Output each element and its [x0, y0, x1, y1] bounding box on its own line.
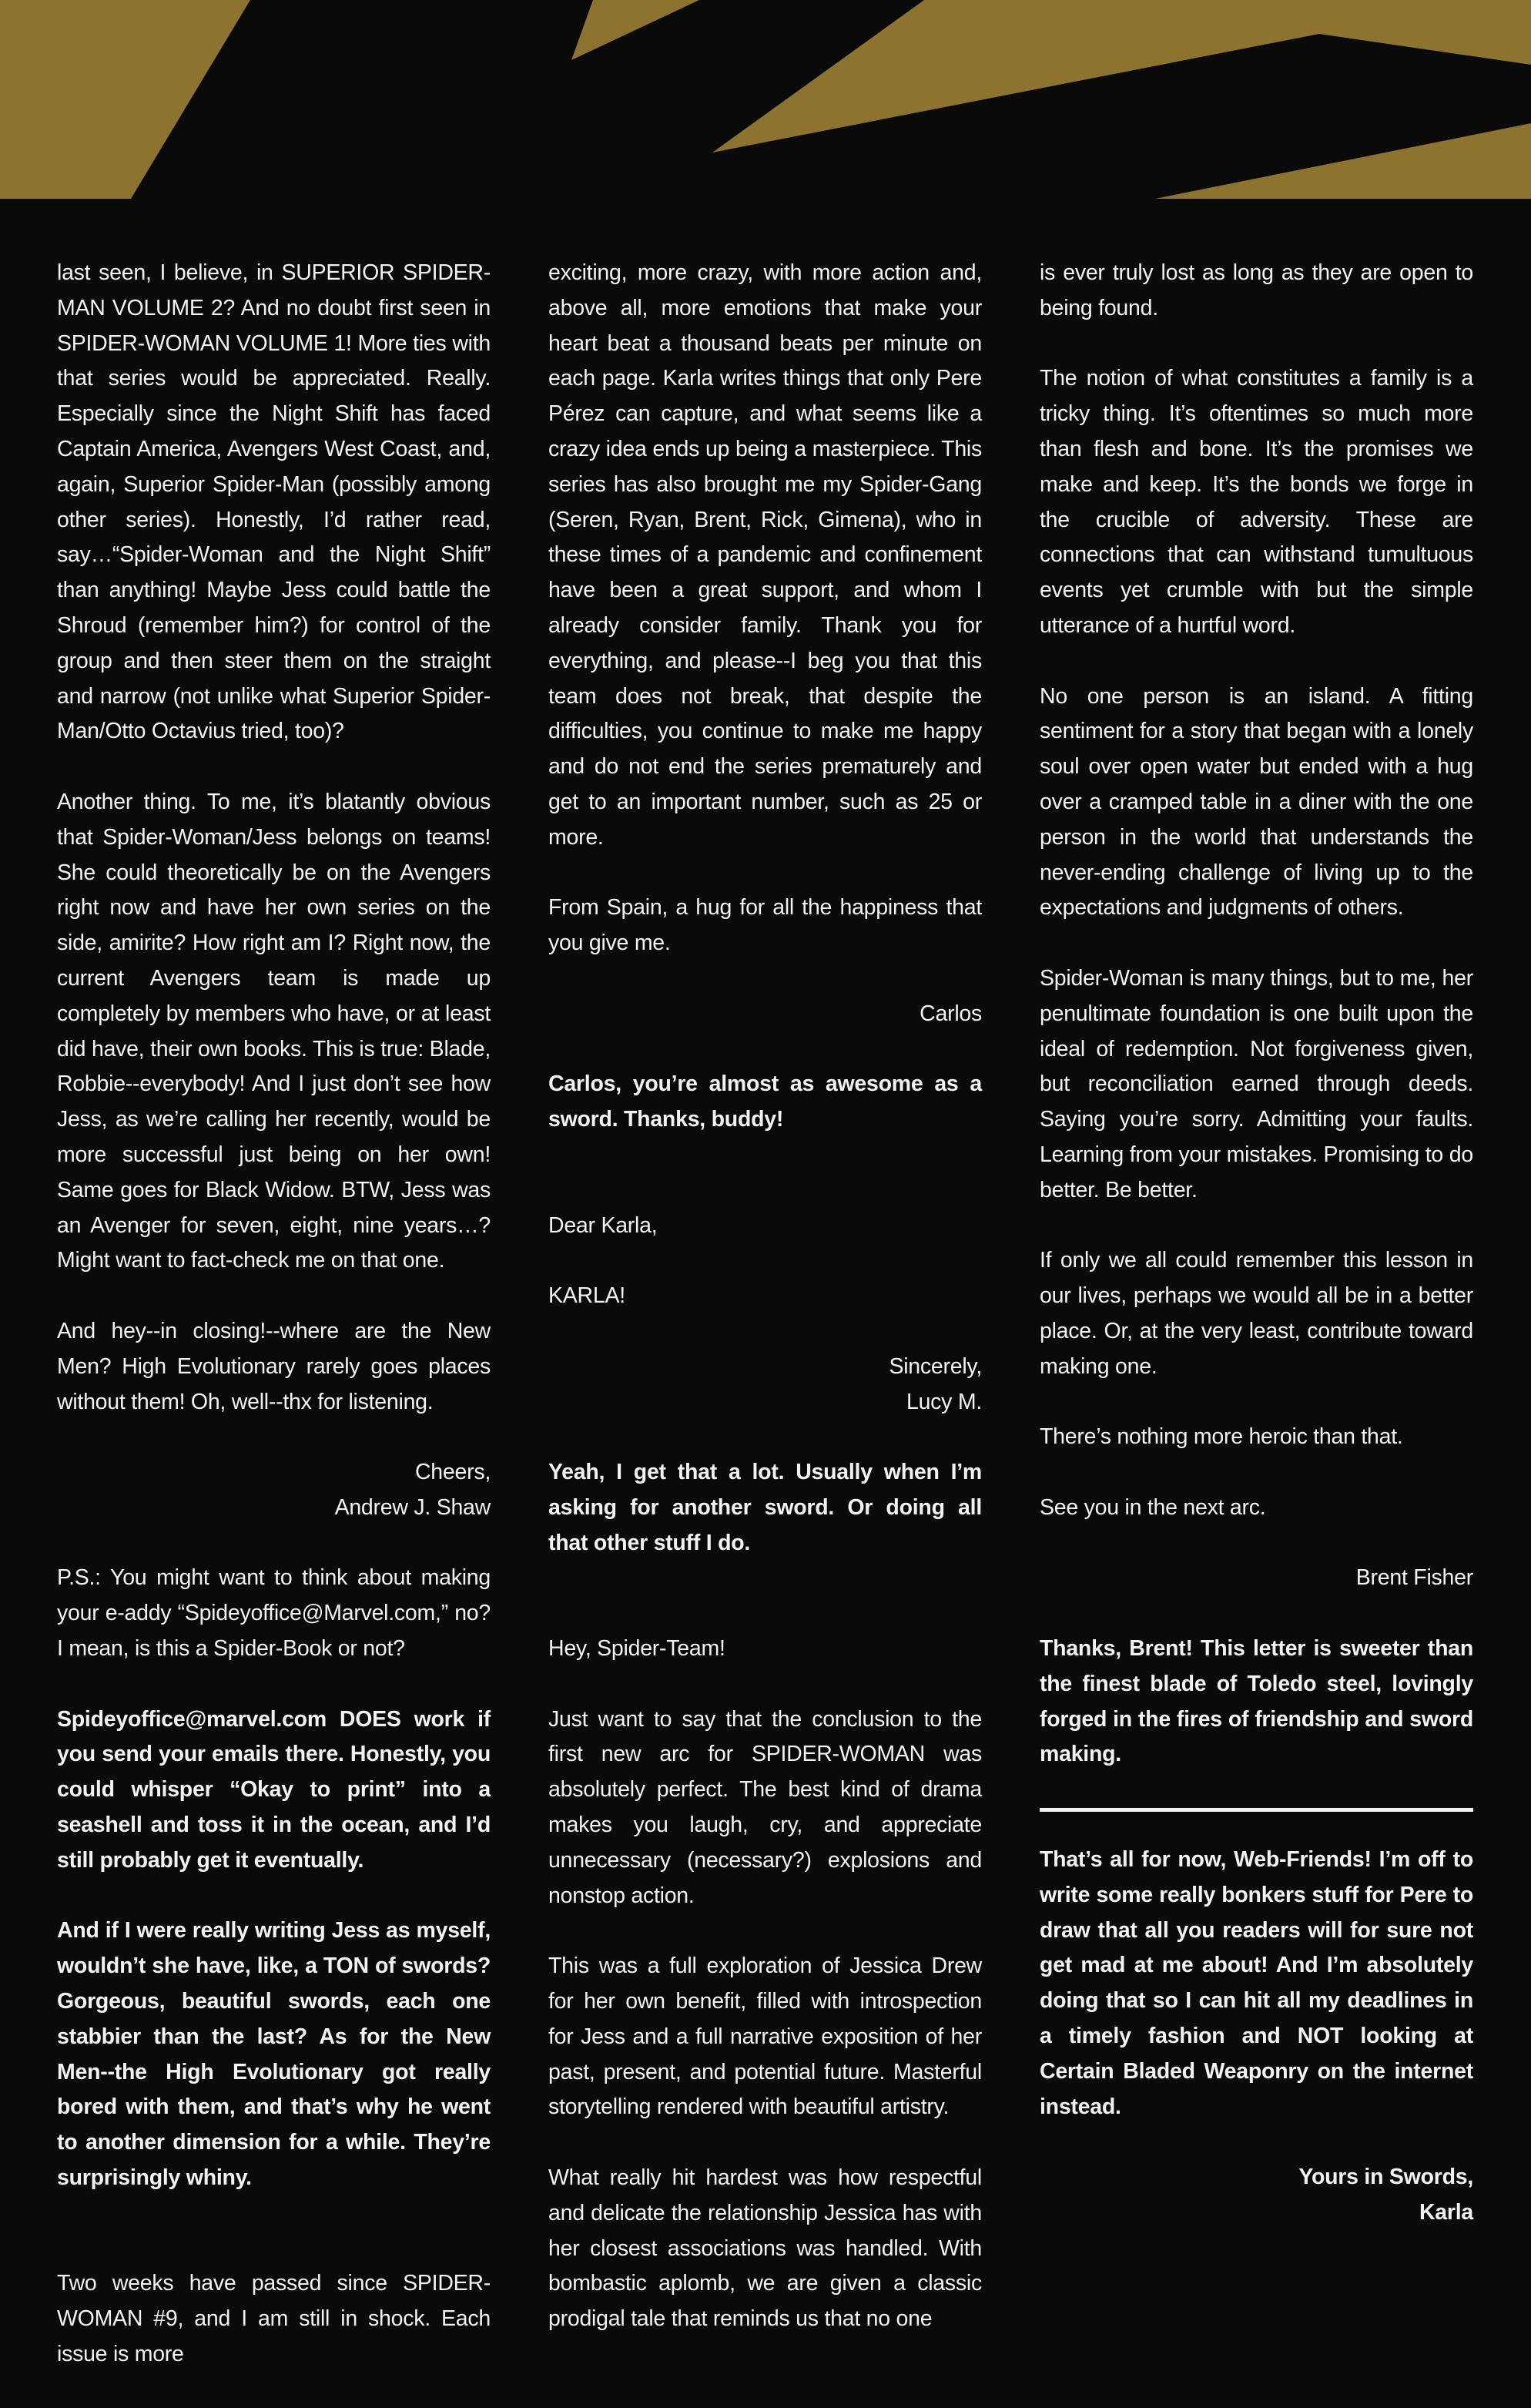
signature-line-1: Yours in Swords,	[1298, 2165, 1473, 2190]
letter2-paragraph-1: Two weeks have passed since SPIDER-WOMAN #9, and I am still in shock. Each issue is more	[57, 2271, 491, 2367]
letter4-paragraph-10: See you in the next arc.	[1040, 1494, 1266, 1520]
letter1-signature	[57, 1455, 491, 1526]
letter4-paragraph-3: What really hit hardest was how respectful and delicate the relationship Jessica has with her closest associations was handled. With bombastic aplomb, we are given a classic prodigal tale that reminds us that no one	[548, 2165, 982, 2332]
editor-reply-5: Thanks, Brent! This letter is sweeter than the finest blade of Toledo steel, lovingly forged in the fires of friendship and sword making.	[1040, 1636, 1473, 1767]
editor-reply-3: Carlos, you’re almost as awesome as a sword. Thanks, buddy!	[548, 1072, 982, 1132]
letter4-paragraph-7: Spider-Woman is many things, but to me, her penultimate foundation is one built upon the ideal of redemption. Not forgiveness given, but reconciliation earned through deeds. Saying you’re sorry. Admitting your faults. Learning from your mistakes. Promising to do better. Be better.	[1040, 965, 1473, 1202]
editor-signature	[1040, 2160, 1473, 2231]
letter2-signature: Carlos	[920, 1001, 982, 1026]
letter1-paragraph-3: And hey--in closing!--where are the New Men? High Evolutionary rarely goes places without them! Oh, well--thx for listening.	[57, 1318, 491, 1414]
spacer	[548, 1173, 982, 1209]
letter4-paragraph-6: No one person is an island. A fitting sentiment for a story that began with a lonely soul over open water but ended with a hug over a cramped table in a diner with the one person in the world that understands the never-ending challenge of living up to the expectations and judgments of others.	[1040, 683, 1473, 921]
spacer	[57, 2232, 491, 2267]
signature-line-2: Karla	[1419, 2200, 1473, 2225]
header-banner-graphic	[0, 0, 1531, 208]
letter3-greeting: Dear Karla,	[548, 1212, 658, 1238]
letter4-paragraph-8: If only we all could remember this lesson in our lives, perhaps we would all be in a better place. Or, at the very least, contribute toward making one.	[1040, 1248, 1473, 1379]
signature-line-2: Andrew J. Shaw	[334, 1494, 491, 1520]
signature-line-1: Sincerely,	[889, 1353, 982, 1379]
signature-line-2: Lucy M.	[906, 1389, 982, 1414]
signature-line-1: Cheers,	[414, 1460, 491, 1485]
letter3-signature	[548, 1350, 982, 1420]
column-1	[57, 256, 491, 2408]
column-2	[548, 256, 982, 2373]
letter4-paragraph-4: is ever truly lost as long as they are open to being found.	[1040, 260, 1473, 320]
letter4-signature: Brent Fisher	[1355, 1565, 1473, 1591]
spacer	[548, 1314, 982, 1350]
editor-reply-2: And if I were really writing Jess as myself, wouldn’t she have, like, a TON of swords? Gorgeous, beautiful swords, each one stabbier than the last? As for the New Men--the High Evolutionary got really bored with them, and that’s why he went to another dimension for a while. They’re surprisingly whiny.	[57, 1918, 491, 2191]
section-divider	[1040, 1808, 1473, 1812]
letter4-paragraph-2: This was a full exploration of Jessica Drew for her own benefit, filled with introspection for Jess and a full narrative exposition of her past, present, and potential future. Masterful storytelling rendered with beautiful artistry.	[548, 1954, 982, 2120]
editor-reply-4: Yeah, I get that a lot. Usually when I’m asking for another sword. Or doing all that other stuff I do.	[548, 1460, 982, 1555]
letter4-paragraph-5: The notion of what constitutes a family is a tricky thing. It’s oftentimes so much more than flesh and bone. It’s the promises we make and keep. It’s the bonds we forge in the crucible of adversity. These are connections that can withstand tumultuous events yet crumble with but the simple utterance of a hurtful word.	[1040, 366, 1473, 638]
column-3	[1040, 256, 1473, 2266]
letter2-paragraph-2: exciting, more crazy, with more action and, above all, more emotions that make your heart beat a thousand beats per minute on each page. Karla writes things that only Pere Pérez can capture, and what seems like a crazy idea ends up being a masterpiece. This series has also brought me my Spider-Gang (Seren, Ryan, Brent, Rick, Gimena), who in these times of a pandemic and confinement have been a great support, and whom I already consider family. Thank you for everything, and please--I beg you that this team does not break, that despite the difficulties, you continue to make me happy and do not end the series prematurely and get to an important number, such as 25 or more.	[548, 260, 982, 850]
letter1-postscript: P.S.: You might want to think about making your e-addy “Spideyoffice@Marvel.com,” no? I mean, is this a Spider-Book or not?	[57, 1565, 491, 1662]
letter4-greeting: Hey, Spider-Team!	[548, 1636, 725, 1662]
editor-reply-1: Spideyoffice@marvel.com DOES work if you send your emails there. Honestly, you could whisper “Okay to print” into a seashell and toss it in the ocean, and I’d still probably get it eventually.	[57, 1706, 491, 1873]
letter3-body: KARLA!	[548, 1283, 625, 1309]
editor-closing: That’s all for now, Web-Friends! I’m off to write some really bonkers stuff for Pere to draw that all you readers will for sure not get mad at me about! And I’m absolutely doing that so I can hit all my deadlines in a timely fashion and NOT looking at Certain Bladed Weaponry on the internet instead.	[1040, 1847, 1473, 2119]
letter2-paragraph-3: From Spain, a hug for all the happiness that you give me.	[548, 895, 982, 956]
letter1-paragraph-1: last seen, I believe, in SUPERIOR SPIDER-MAN VOLUME 2? And no doubt first seen in SPIDER-WOMAN VOLUME 1! More ties with that series would be appreciated. Really. Especially since the Night Shift has faced Captain America, Avengers West Coast, and, again, Superior Spider-Man (possibly among other series). Honestly, I’d rather read, say…“Spider-Woman and the Night Shift” than anything! Maybe Jess could battle the Shroud (remember him?) for control of the group and then steer them on the straight and narrow (not unlike what Superior Spider-Man/Otto Octavius tried, too)?	[57, 260, 491, 744]
letter1-paragraph-2: Another thing. To me, it’s blatantly obvious that Spider-Woman/Jess belongs on teams! She could theoretically be on the Avengers right now and have her own series on the side, amirite? How right am I? Right now, the current Avengers team is made up completely by members who have, or at least did have, their own books. This is true: Blade, Robbie--everybody! And I just don’t see how Jess, as we’re calling her recently, would be more successful just being on her own! Same goes for Black Widow. BTW, Jess was an Avenger for seven, eight, nine years…? Might want to fact-check me on that one.	[57, 789, 491, 1273]
letter4-paragraph-9: There’s nothing more heroic than that.	[1040, 1424, 1403, 1450]
letter4-paragraph-1: Just want to say that the conclusion to the first new arc for SPIDER-WOMAN was absolutely perfect. The best kind of drama makes you laugh, cry, and appreciate unnecessary (necessary?) explosions and nonstop action.	[548, 1706, 982, 1908]
spacer	[548, 1596, 982, 1632]
